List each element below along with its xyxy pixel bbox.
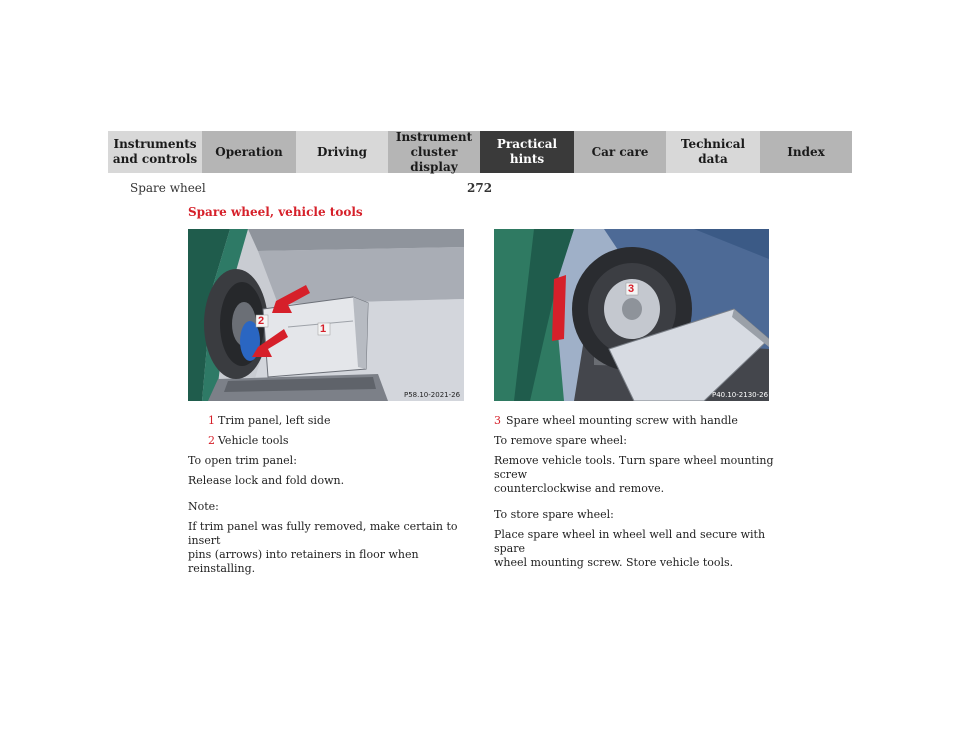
callout-3: 3 [628,283,635,295]
page-number: 272 [467,181,493,195]
right-text-column [494,414,784,576]
instruction-text: Remove vehicle tools. Turn spare wheel mounting screw counterclockwise and remove. [494,454,774,495]
note-label: Note: [188,500,219,513]
figure-code: P40.10-2130-26 [712,391,769,399]
legend-number: 1 [208,414,215,427]
legend-number: 3 [494,414,501,427]
tab-instrument-cluster-display[interactable]: Instrument cluster display [388,131,480,173]
callout-1: 1 [320,323,327,335]
figure-code: P58.10-2021-26 [404,391,461,399]
legend-text: Vehicle tools [218,434,289,447]
legend-item [208,414,470,428]
legend-item [494,414,784,428]
spare-wheel-illustration [494,229,769,401]
tab-index[interactable]: Index [760,131,852,173]
left-text-column [188,414,470,582]
tab-practical-hints[interactable]: Practical hints [480,131,574,173]
tab-operation[interactable]: Operation [202,131,296,173]
note-text: If trim panel was fully removed, make certain to insert pins (arrows) into retainers in floor when reinstalling. [188,520,458,575]
instruction-heading: To remove spare wheel: [494,434,627,447]
tab-instruments-and-controls[interactable]: Instruments and controls [108,131,202,173]
page-heading: Spare wheel, vehicle tools [188,205,363,219]
instruction-text: Place spare wheel in wheel well and secure with spare wheel mounting screw. Store vehicle tools. [494,528,766,569]
instruction-heading: To open trim panel: [188,454,297,467]
trunk-trim-panel-illustration [188,229,464,401]
legend-text: Trim panel, left side [218,414,331,427]
trunk-trim-panel-drawing [188,229,464,401]
legend-item [208,434,470,448]
tab-technical-data[interactable]: Technical data [666,131,760,173]
instruction-heading: To store spare wheel: [494,508,614,521]
spare-wheel-drawing [494,229,769,401]
legend-text: Spare wheel mounting screw with handle [506,414,738,427]
section-title: Spare wheel [130,181,206,195]
tab-car-care[interactable]: Car care [574,131,666,173]
tab-driving[interactable]: Driving [296,131,388,173]
legend-number: 2 [208,434,215,447]
instruction-text: Release lock and fold down. [188,474,345,487]
callout-2: 2 [258,315,265,327]
chapter-tab-bar [108,131,852,173]
